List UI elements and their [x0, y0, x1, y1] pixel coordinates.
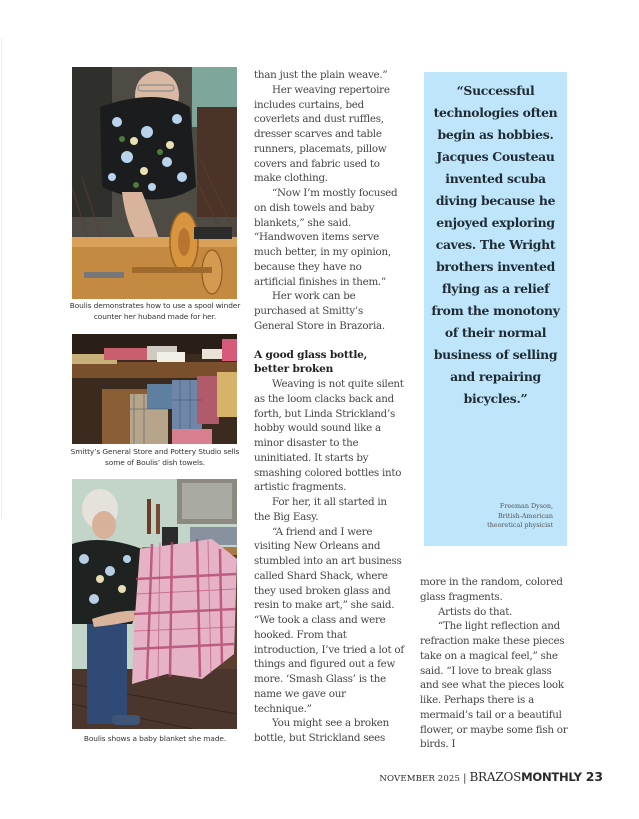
- attribution-descriptor-1: British-American: [497, 511, 553, 520]
- pull-quote-attribution: [433, 502, 553, 531]
- baby-blanket-photo-illustration: [72, 479, 237, 729]
- article-column-right: [420, 575, 572, 752]
- footer-issue-date: NOVEMBER 2025: [379, 774, 461, 784]
- subhead-line-2: better broken: [254, 363, 334, 376]
- subhead-line-1: A good glass bottle,: [254, 348, 368, 361]
- article-paragraph: “A friend and I were visiting New Orleans and stumbled into an art business called Shard Shack, where they used broken glass and resin to make art,” she said. “We took a class and were hooked. From that introduction, I’ve tried a lot of things and figured out a few more. ‘Smash Glass’ is the name we gave our technique.”: [254, 525, 404, 715]
- page-edge-line: [1, 38, 2, 518]
- article-paragraph: “The light reflection and refraction make these pieces take on a magical feel,” she said. “I love to break glass and see what the pieces look like. Perhaps there is a mermaid’s tail or a beautiful flower, or maybe some fish or birds. I: [420, 620, 568, 751]
- article-paragraph: Artists do that.: [438, 605, 513, 618]
- article-paragraph: For her, it all started in the Big Easy.: [254, 496, 387, 523]
- photo-spool-winder: [72, 67, 237, 299]
- article-paragraph: “Now I’m mostly focused on dish towels and baby blankets,” she said. “Handwoven items serve much better, in my opinion, because they have no artificial finishes in them.”: [254, 187, 398, 288]
- pull-quote-text: “Successful technologies often begin as hobbies. Jacques Cousteau invented scuba diving because he enjoyed exploring caves. The Wright brothers invented flying as a relief from the monotony of their normal business of selling and repairing bicycles.”: [431, 83, 560, 406]
- article-paragraph: Her work can be purchased at Smitty’s General Store in Brazoria.: [254, 290, 385, 332]
- spool-winder-photo-illustration: [72, 67, 237, 299]
- photo-caption-store-display: Smitty’s General Store and Pottery Studio sells some of Boulis’ dish towels.: [70, 447, 240, 467]
- page-footer: [379, 769, 603, 784]
- article-paragraph: Her weaving repertoire includes curtains, bed coverlets and dust ruffles, dresser scarves and table runners, placemats, pillow covers and fabric used to make clothing.: [254, 83, 390, 185]
- photo-caption-spool-winder: Boulis demonstrates how to use a spool winder counter her huband made for her.: [69, 301, 241, 321]
- footer-brand-monthly: MONTHLY: [521, 770, 582, 784]
- article-paragraph: You might see a broken bottle, but Strickland sees: [254, 717, 390, 744]
- store-display-photo-illustration: [72, 334, 237, 444]
- page-number: 23: [585, 769, 603, 784]
- article-paragraph: more in the random, colored glass fragments.: [420, 576, 563, 603]
- photo-caption-baby-blanket: Boulis shows a baby blanket she made.: [83, 734, 227, 743]
- pull-quote-box: [424, 72, 567, 546]
- footer-brand-brazos: BRAZOS: [469, 770, 522, 784]
- attribution-name: Freeman Dyson,: [499, 502, 553, 510]
- article-paragraph: Weaving is not quite silent as the loom clacks back and forth, but Linda Strickland’s hobby would sound like a minor disaster to the uninitiated. It starts by smashing colored bottles into artistic fragments.: [254, 378, 404, 494]
- footer-separator: |: [463, 773, 467, 784]
- section-spacer: [254, 334, 404, 348]
- photo-baby-blanket: [72, 479, 237, 729]
- article-column-middle: [254, 68, 404, 746]
- photo-store-display: [72, 334, 237, 444]
- section-subhead: [254, 348, 404, 378]
- article-paragraph: than just the plain weave.”: [254, 69, 388, 81]
- attribution-descriptor-2: theoretical physicist: [487, 521, 553, 529]
